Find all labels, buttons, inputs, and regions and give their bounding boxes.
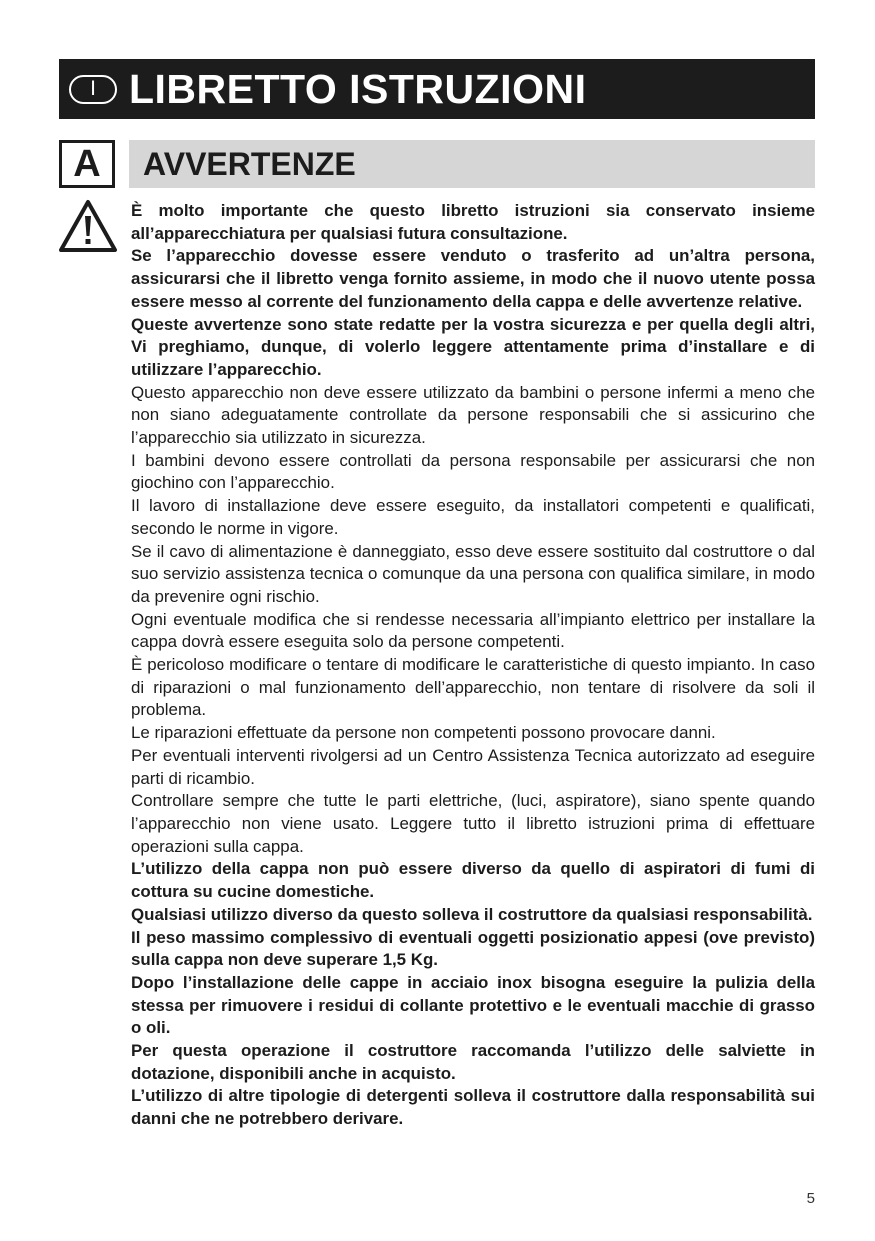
paragraph: Qualsiasi utilizzo diverso da questo solleva il costruttore da qualsiasi responsabilità. xyxy=(131,904,813,924)
title-bar xyxy=(59,59,815,119)
section-title: AVVERTENZE xyxy=(143,145,356,182)
paragraph: Ogni eventuale modifica che si rendesse necessaria all’impianto elettrico per installare la cappa dovrà essere eseguita solo da persone competenti. xyxy=(131,609,815,652)
page-title: LIBRETTO ISTRUZIONI xyxy=(129,65,587,112)
page-number: 5 xyxy=(806,1190,815,1207)
paragraph: Queste avvertenze sono state redatte per la vostra sicurezza e per quella degli altri, Vi preghiamo, dunque, di volerlo leggere attentamente prima d’installare e di utilizzare l’apparecchio. xyxy=(131,314,815,379)
section-letter-box: A xyxy=(59,140,115,188)
warnings-text xyxy=(131,200,815,1131)
paragraph: È pericoloso modificare o tentare di modificare le caratteristiche di questo impianto. In caso di riparazioni o mal funzionamento dell’apparecchio, non tentare di risolvere da soli il problema. xyxy=(131,655,815,720)
paragraph: L’utilizzo di altre tipologie di detergenti solleva il costruttore dalla responsabilità sui danni che ne potrebbero derivare. xyxy=(131,1086,815,1129)
paragraph: Dopo l’installazione delle cappe in acciaio inox bisogna eseguire la pulizia della stessa per rimuovere i residui di collante protettivo e le eventuali macchie di grasso o oli. xyxy=(131,972,815,1038)
paragraph: Le riparazioni effettuate da persone non competenti possono provocare danni. xyxy=(131,723,716,743)
paragraph: I bambini devono essere controllati da persona responsabile per assicurarsi che non giochino con l’apparecchio. xyxy=(131,450,815,493)
language-badge: I xyxy=(69,75,117,104)
paragraph: Se l’apparecchio dovesse essere venduto o trasferito ad un’altra persona, assicurarsi che il libretto venga fornito assieme, in modo che il nuovo utente possa essere messo al corrente del funzionamento della cappa e delle avvertenze relative. xyxy=(131,246,815,311)
paragraph: Per eventuali interventi rivolgersi ad un Centro Assistenza Tecnica autorizzato ad eseguire parti di ricambio. xyxy=(131,745,815,788)
paragraph: Per questa operazione il costruttore raccomanda l’utilizzo delle salviette in dotazione, disponibili anche in acquisto. xyxy=(131,1041,815,1083)
paragraph: L’utilizzo della cappa non può essere diverso da quello di aspiratori di fumi di cottura su cucine domestiche. xyxy=(131,859,815,902)
paragraph: Il peso massimo complessivo di eventuali oggetti posizionatio appesi (ove previsto) sulla cappa non deve superare 1,5 Kg. xyxy=(131,927,815,970)
paragraph: Il lavoro di installazione deve essere eseguito, da installatori competenti e qualificati, secondo le norme in vigore. xyxy=(131,496,815,538)
paragraph: Controllare sempre che tutte le parti elettriche, (luci, aspiratore), siano spente quando l’apparecchio non viene usato. Leggere tutto il libretto istruzioni prima di effettuare operazioni sulla cappa. xyxy=(131,791,815,856)
paragraph: Se il cavo di alimentazione è danneggiato, esso deve essere sostituito dal costruttore o dal suo servizio assistenza tecnica o comunque da una persona con qualifica similare, in modo da prevenire ogni rischio. xyxy=(131,541,815,606)
paragraph: Questo apparecchio non deve essere utilizzato da bambini o persone infermi a meno che non siano adeguatamente controllate da persone responsabili che si assicurino che l’apparecchio sia utilizzato in sicurezza. xyxy=(131,382,815,448)
paragraph: È molto importante che questo libretto istruzioni sia conservato insieme all’apparecchiatura per qualsiasi futura consultazione. xyxy=(131,201,815,243)
warning-triangle-icon xyxy=(57,198,119,254)
section-heading-bar xyxy=(129,140,815,188)
